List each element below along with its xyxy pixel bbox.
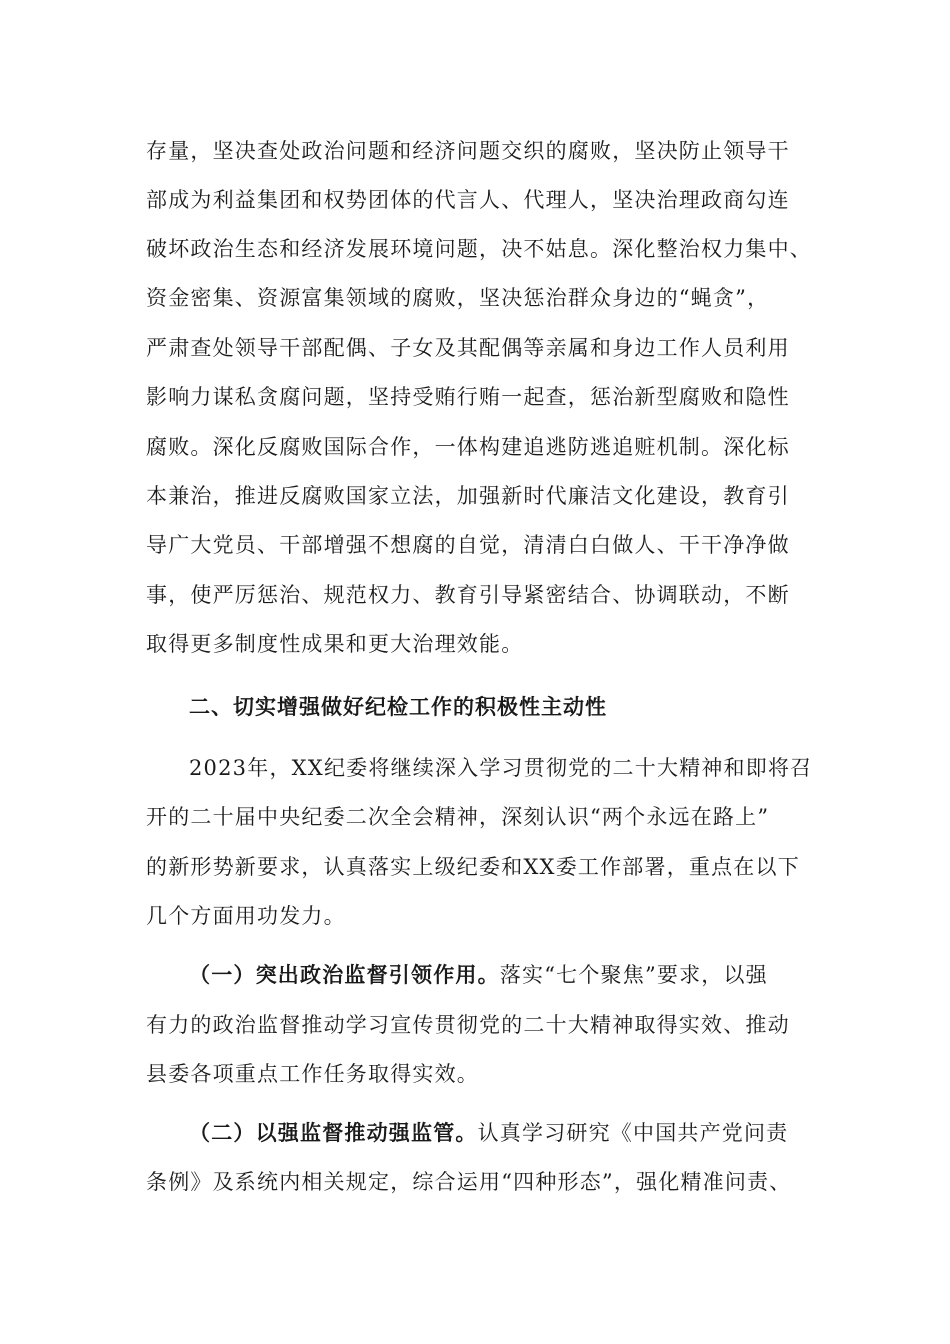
paragraph-line: 导广大党员、干部增强不想腐的自觉，清清白白做人、干干净净做 [146, 533, 790, 557]
paragraph-line: 资金密集、资源富集领域的腐败，坚决惩治群众身边的“蝇贪”， [146, 286, 770, 310]
paragraph-line: 腐败。深化反腐败国际合作，一体构建追逃防逃追赃机制。深化标 [146, 435, 790, 459]
paragraph-line: 几个方面用功发力。 [146, 904, 346, 928]
paragraph-line: 的新形势新要求，认真落实上级纪委和XX委工作部署，重点在以下 [146, 855, 800, 879]
item-first-line [189, 960, 768, 990]
paragraph-line: 影响力谋私贪腐问题，坚持受贿行贿一起查，惩治新型腐败和隐性 [146, 385, 790, 409]
item-title: （二）以强监督推动强监管。 [189, 1120, 478, 1145]
item-title: （一）突出政治监督引领作用。 [189, 962, 500, 987]
paragraph-line: 事，使严厉惩治、规范权力、教育引导紧密结合、协调联动，不断 [146, 583, 790, 607]
paragraph-line: 部成为利益集团和权势团体的代言人、代理人，坚决治理政商勾连 [146, 188, 790, 212]
paragraph-line: 开的二十届中央纪委二次全会精神，深刻认识“两个永远在路上” [146, 805, 770, 829]
item-text: 落实“七个聚焦”要求，以强 [499, 963, 768, 987]
paragraph-line: 取得更多制度性成果和更大治理效能。 [146, 632, 524, 656]
item-first-line [189, 1118, 788, 1148]
paragraph-line: 本兼治，推进反腐败国家立法，加强新时代廉洁文化建设，教育引 [146, 484, 790, 508]
item-text: 认真学习研究《中国共产党问责 [477, 1121, 789, 1145]
paragraph-line: 破坏政治生态和经济发展环境问题，决不姑息。深化整治权力集中、 [146, 237, 812, 261]
paragraph-line: 2023年，XX纪委将继续深入学习贯彻党的二十大精神和即将召 [189, 756, 813, 780]
paragraph-line: 存量，坚决查处政治问题和经济问题交织的腐败，坚决防止领导干 [146, 139, 790, 163]
paragraph-line: 有力的政治监督推动学习宣传贯彻党的二十大精神取得实效、推动 [146, 1013, 790, 1037]
paragraph-line: 严肃查处领导干部配偶、子女及其配偶等亲属和身边工作人员利用 [146, 336, 790, 360]
paragraph-line: 县委各项重点工作任务取得实效。 [146, 1062, 479, 1086]
paragraph-line: 条例》及系统内相关规定，综合运用“四种形态”，强化精准问责、 [146, 1170, 792, 1194]
section-heading: 二、切实增强做好纪检工作的积极性主动性 [189, 695, 607, 719]
